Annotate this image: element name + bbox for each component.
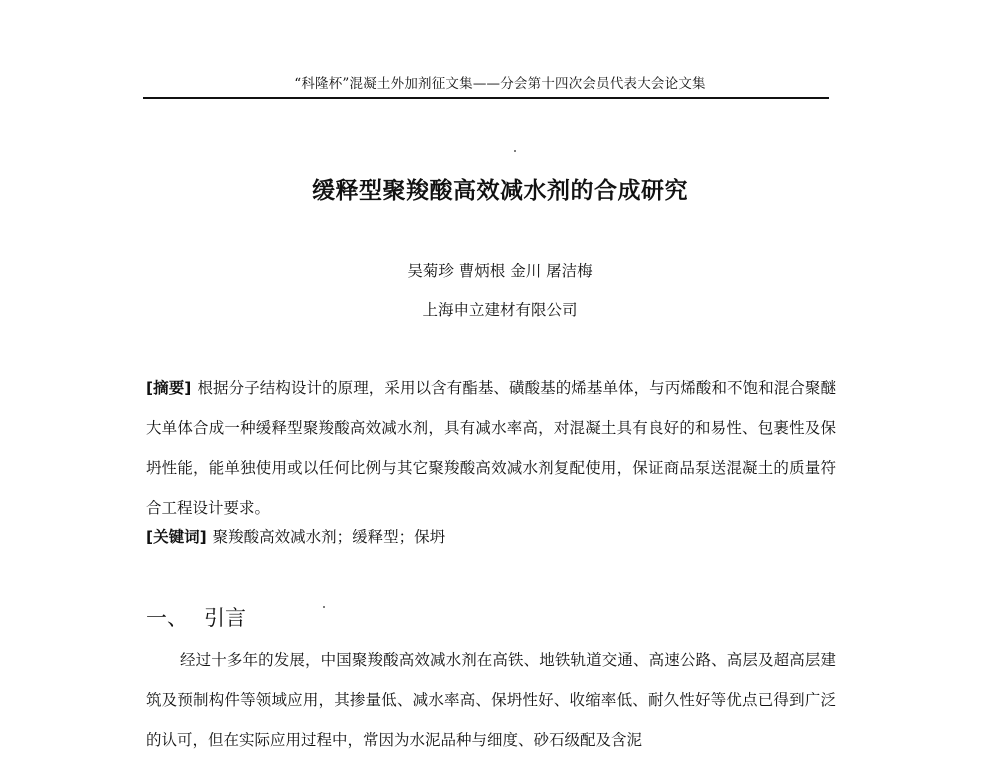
running-header: “科隆杯”混凝土外加剂征文集——分会第十四次会员代表大会论文集 — [294, 76, 706, 92]
author-list: 吴菊珍 曹炳根 金川 屠洁梅 — [407, 262, 593, 280]
abstract-label: [摘要] — [146, 379, 192, 397]
abstract — [146, 368, 836, 528]
section-number: 一、 — [146, 606, 188, 630]
keywords-label: [关键词] — [146, 528, 207, 546]
keywords-text: 聚羧酸高效减水剂；缓释型；保坍 — [212, 528, 446, 546]
paper-title: 缓释型聚羧酸高效减水剂的合成研究 — [312, 178, 688, 204]
section-heading-introduction — [146, 602, 246, 632]
introduction-paragraph: 经过十多年的发展，中国聚羧酸高效减水剂在高铁、地铁轨道交通、高速公路、高层及超高层建筑及预制构件等领域应用，其掺量低、减水率高、保坍性好、收缩率低、耐久性好等优点已得到广泛的认可，但在实际应用过程中，常因为水泥品种与细度、砂石级配及含泥 — [146, 651, 836, 749]
section-title: 引言 — [204, 606, 246, 630]
keywords — [146, 525, 836, 547]
affiliation: 上海申立建材有限公司 — [422, 301, 578, 319]
header-rule — [143, 97, 829, 99]
scan-speck — [514, 150, 516, 152]
scan-speck — [323, 606, 325, 608]
abstract-text: 根据分子结构设计的原理，采用以含有酯基、磺酸基的烯基单体，与丙烯酸和不饱和混合聚醚大单体合成一种缓释型聚羧酸高效减水剂，具有减水率高，对混凝土具有良好的和易性、包裹性及保坍性能，能单独使用或以任何比例与其它聚羧酸高效减水剂复配使用，保证商品泵送混凝土的质量符合工程设计要求。 — [146, 379, 836, 517]
